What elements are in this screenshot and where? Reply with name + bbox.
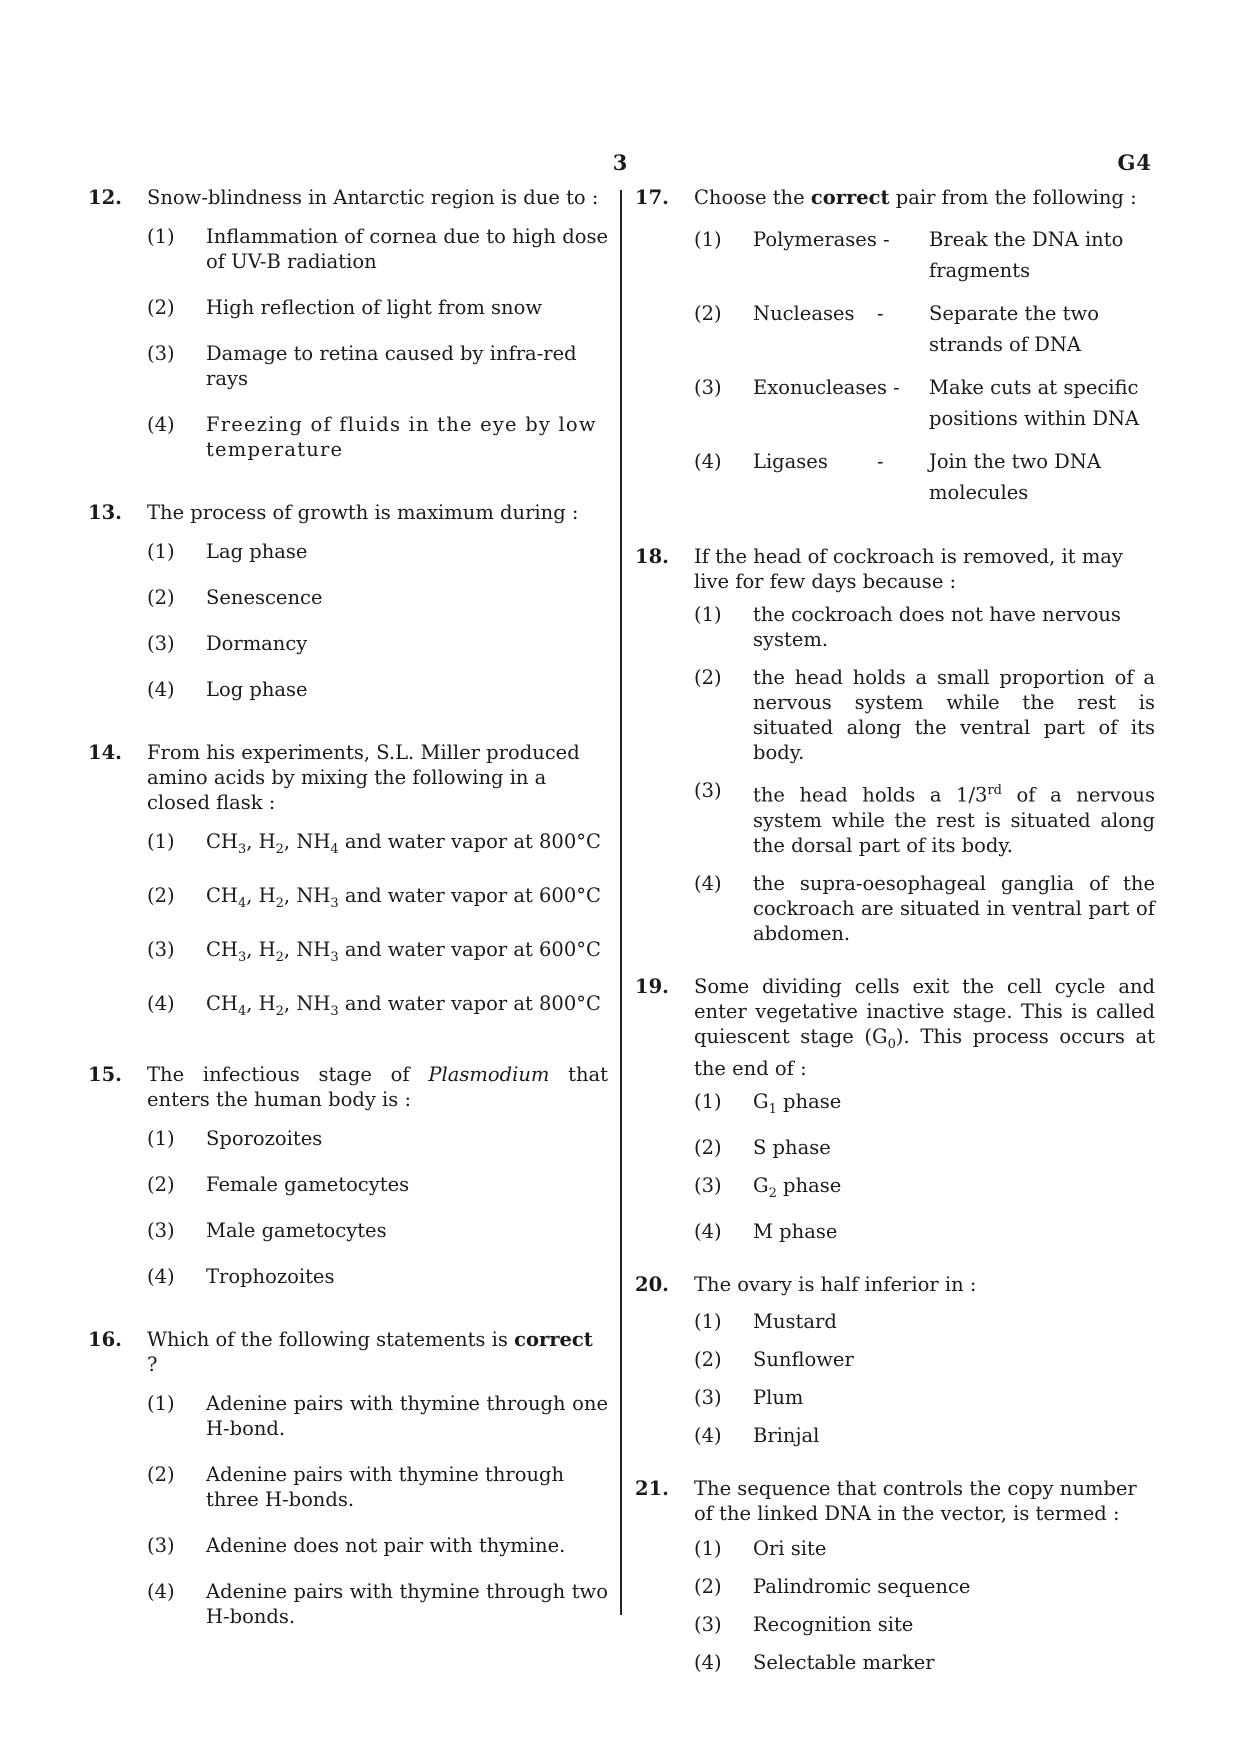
- option-number: (1): [694, 1537, 722, 1561]
- option-text: the head holds a 1/3rd of a nervous system while the rest is situated along the dorsal part of its body.: [753, 783, 1155, 857]
- enzyme-name: Polymerases -: [753, 228, 890, 251]
- option-text: Palindromic sequence: [753, 1575, 971, 1599]
- option-3[interactable]: [694, 778, 1155, 858]
- option-text: S phase: [753, 1136, 831, 1160]
- question-text: If the head of cockroach is removed, it may live for few days because :: [694, 545, 1123, 593]
- option-text: Selectable marker: [753, 1651, 935, 1675]
- option-3[interactable]: [694, 1173, 1155, 1206]
- option-3[interactable]: [694, 372, 1155, 434]
- option-text: Adenine pairs with thymine through two H-bonds.: [206, 1579, 608, 1628]
- question-20: [635, 1272, 1155, 1448]
- right-column: [635, 185, 1155, 1675]
- option-text: M phase: [753, 1220, 838, 1244]
- option-number: (3): [694, 376, 722, 399]
- option-1[interactable]: [147, 1391, 608, 1441]
- option-2[interactable]: [694, 1135, 1155, 1160]
- left-column: [88, 185, 608, 1650]
- option-text: the supra-oesophageal ganglia of the cockroach are situated in ventral part of abdomen.: [753, 871, 1155, 945]
- option-number: (4): [694, 871, 722, 895]
- option-text: Mustard: [753, 1310, 837, 1334]
- option-2[interactable]: [147, 1172, 608, 1197]
- option-text: Brinjal: [753, 1424, 820, 1448]
- option-text: Ori site: [753, 1537, 827, 1561]
- option-text: Male gametocytes: [206, 1218, 387, 1242]
- option-3[interactable]: [147, 1533, 608, 1558]
- option-1[interactable]: [694, 1536, 1155, 1561]
- question-number: 15.: [88, 1062, 122, 1086]
- option-number: (4): [147, 678, 175, 701]
- option-text: Adenine pairs with thymine through three H-bonds.: [206, 1462, 565, 1511]
- option-number: (1): [147, 1126, 175, 1150]
- enzyme-function: Join the two DNA molecules: [929, 450, 1101, 504]
- option-number: (3): [147, 632, 175, 655]
- question-text: The sequence that controls the copy number of the linked DNA in the vector, is termed :: [694, 1477, 1137, 1526]
- option-3[interactable]: [147, 631, 608, 656]
- option-number: (2): [147, 1462, 175, 1486]
- option-text: $CH_4$, $H_2$, $NH_3$ and water vapor at 600°C: [206, 883, 601, 911]
- question-19: [635, 974, 1155, 1245]
- option-4[interactable]: [147, 991, 608, 1024]
- option-1[interactable]: [694, 602, 1155, 652]
- option-2[interactable]: [694, 665, 1155, 765]
- question-text: Some dividing cells exit the cell cycle and enter vegetative inactive stage. This is called quiescent stage $(G_0)$. This process occurs at the end of :: [694, 974, 1155, 1081]
- option-4[interactable]: [147, 1264, 608, 1289]
- option-text: $CH_4$, $H_2$, $NH_3$ and water vapor at 800°C: [206, 991, 601, 1019]
- option-number: (4): [147, 413, 175, 436]
- option-1[interactable]: [694, 224, 1155, 286]
- option-4[interactable]: [694, 1423, 1155, 1448]
- question-15: [88, 1062, 608, 1289]
- option-1[interactable]: [147, 224, 608, 274]
- option-number: (2): [694, 1575, 722, 1599]
- option-number: (2): [694, 1136, 722, 1160]
- option-1[interactable]: [694, 1089, 1155, 1122]
- question-number: 14.: [88, 741, 122, 764]
- question-number: 13.: [88, 501, 122, 524]
- option-number: (2): [147, 586, 175, 609]
- question-number: 12.: [88, 186, 122, 209]
- question-text: Which of the following statements is correct ?: [147, 1327, 593, 1376]
- option-number: (3): [694, 1174, 722, 1198]
- option-3[interactable]: [694, 1612, 1155, 1637]
- option-number: (1): [147, 225, 175, 248]
- option-number: (2): [694, 1348, 722, 1372]
- option-text: Sporozoites: [206, 1126, 323, 1150]
- option-number: (2): [147, 1172, 175, 1196]
- question-number: 20.: [635, 1273, 669, 1297]
- option-2[interactable]: [147, 585, 608, 610]
- option-number: (3): [694, 779, 722, 802]
- option-number: (3): [147, 1533, 175, 1557]
- option-number: (4): [694, 1220, 722, 1244]
- option-text: Log phase: [206, 678, 308, 701]
- option-number: (1): [147, 830, 175, 853]
- option-number: (2): [147, 883, 175, 907]
- option-text: Plum: [753, 1386, 804, 1410]
- option-text: Sunflower: [753, 1348, 854, 1372]
- option-number: (1): [694, 228, 722, 251]
- question-21: [635, 1476, 1155, 1675]
- option-2[interactable]: [694, 1574, 1155, 1599]
- option-number: (2): [147, 296, 175, 319]
- enzyme-function: Separate the two strands of DNA: [929, 302, 1099, 356]
- option-number: (3): [694, 1386, 722, 1410]
- enzyme-name: Exonucleases -: [753, 376, 900, 399]
- option-4[interactable]: [147, 1579, 608, 1629]
- question-number: 16.: [88, 1327, 122, 1351]
- option-3[interactable]: [147, 1218, 608, 1243]
- option-text: Freezing of fluids in the eye by low temperature: [206, 413, 597, 461]
- option-text: the head holds a small proportion of a nervous system while the rest is situated along the ventral part of its body.: [753, 666, 1155, 764]
- option-number: (3): [694, 1613, 722, 1637]
- question-text: The ovary is half inferior in :: [694, 1273, 977, 1297]
- option-number: (4): [147, 1264, 175, 1288]
- option-4[interactable]: [694, 1650, 1155, 1675]
- option-number: (1): [147, 1391, 175, 1415]
- option-3[interactable]: [694, 1385, 1155, 1410]
- question-13: [88, 500, 608, 702]
- enzyme-name: Nucleases -: [753, 302, 884, 325]
- option-number: (1): [694, 1310, 722, 1334]
- option-number: (2): [694, 666, 722, 689]
- option-number: (1): [694, 603, 722, 626]
- option-1[interactable]: [147, 539, 608, 564]
- option-text: Adenine pairs with thymine through one H-bond.: [206, 1391, 608, 1440]
- question-12: [88, 185, 608, 462]
- option-text: Recognition site: [753, 1613, 914, 1637]
- question-text: Snow-blindness in Antarctic region is due to :: [147, 186, 599, 209]
- option-3[interactable]: [147, 341, 608, 391]
- option-text: Inflammation of cornea due to high dose of UV-B radiation: [206, 225, 608, 273]
- option-number: (4): [694, 450, 722, 473]
- paper-code: G4: [1117, 150, 1152, 175]
- option-2[interactable]: [147, 295, 608, 320]
- enzyme-function: Make cuts at specific positions within DNA: [929, 376, 1140, 430]
- option-text: the cockroach does not have nervous system.: [753, 603, 1121, 651]
- option-number: (3): [147, 342, 175, 365]
- option-2[interactable]: [694, 1347, 1155, 1372]
- option-number: (3): [147, 937, 175, 961]
- option-3[interactable]: [147, 937, 608, 970]
- option-1[interactable]: [694, 1309, 1155, 1334]
- option-number: (1): [147, 540, 175, 563]
- option-4[interactable]: [694, 871, 1155, 946]
- option-text: Female gametocytes: [206, 1172, 410, 1196]
- option-text: Lag phase: [206, 540, 308, 563]
- enzyme-name: Ligases -: [753, 450, 884, 473]
- option-2[interactable]: [147, 883, 608, 916]
- option-text: Adenine does not pair with thymine.: [206, 1533, 566, 1557]
- option-number: (4): [694, 1424, 722, 1448]
- option-text: $CH_3$, $H_2$, $NH_3$ and water vapor at 600°C: [206, 937, 601, 965]
- option-4[interactable]: [694, 1219, 1155, 1244]
- option-text: $CH_3$, $H_2$, $NH_4$ and water vapor at 800°C: [206, 830, 601, 857]
- option-2[interactable]: [694, 298, 1155, 360]
- option-number: (2): [694, 302, 722, 325]
- question-number: 18.: [635, 545, 669, 568]
- option-text: Trophozoites: [206, 1264, 335, 1288]
- question-text: Choose the correct pair from the following :: [694, 186, 1137, 209]
- question-number: 19.: [635, 974, 669, 998]
- question-16: [88, 1327, 608, 1629]
- question-text: From his experiments, S.L. Miller produced amino acids by mixing the following in a closed flask :: [147, 741, 580, 814]
- option-4[interactable]: [147, 412, 608, 462]
- page-number: 3: [612, 150, 628, 175]
- option-number: (3): [147, 1218, 175, 1242]
- option-text: Damage to retina caused by infra-red rays: [206, 342, 577, 390]
- option-1[interactable]: [147, 1126, 608, 1151]
- question-text: The infectious stage of Plasmodium that enters the human body is :: [147, 1062, 608, 1111]
- question-18: [635, 544, 1155, 946]
- option-2[interactable]: [147, 1462, 608, 1512]
- option-text: $G_1$ phase: [753, 1090, 842, 1118]
- question-text: The process of growth is maximum during :: [147, 501, 579, 524]
- column-divider: [620, 190, 622, 1615]
- option-text: Senescence: [206, 586, 323, 609]
- option-number: (4): [147, 991, 175, 1015]
- question-number: 17.: [635, 186, 669, 209]
- option-number: (1): [694, 1090, 722, 1114]
- question-14: [88, 740, 608, 1024]
- option-text: High reflection of light from snow: [206, 296, 543, 319]
- option-number: (4): [147, 1579, 175, 1603]
- enzyme-function: Break the DNA into fragments: [929, 228, 1124, 282]
- question-number: 21.: [635, 1477, 669, 1501]
- option-1[interactable]: [147, 829, 608, 862]
- option-text: $G_2$ phase: [753, 1174, 842, 1202]
- option-number: (4): [694, 1651, 722, 1675]
- option-4[interactable]: [147, 677, 608, 702]
- question-17: [635, 185, 1155, 508]
- option-text: Dormancy: [206, 632, 308, 655]
- option-4[interactable]: [694, 446, 1155, 508]
